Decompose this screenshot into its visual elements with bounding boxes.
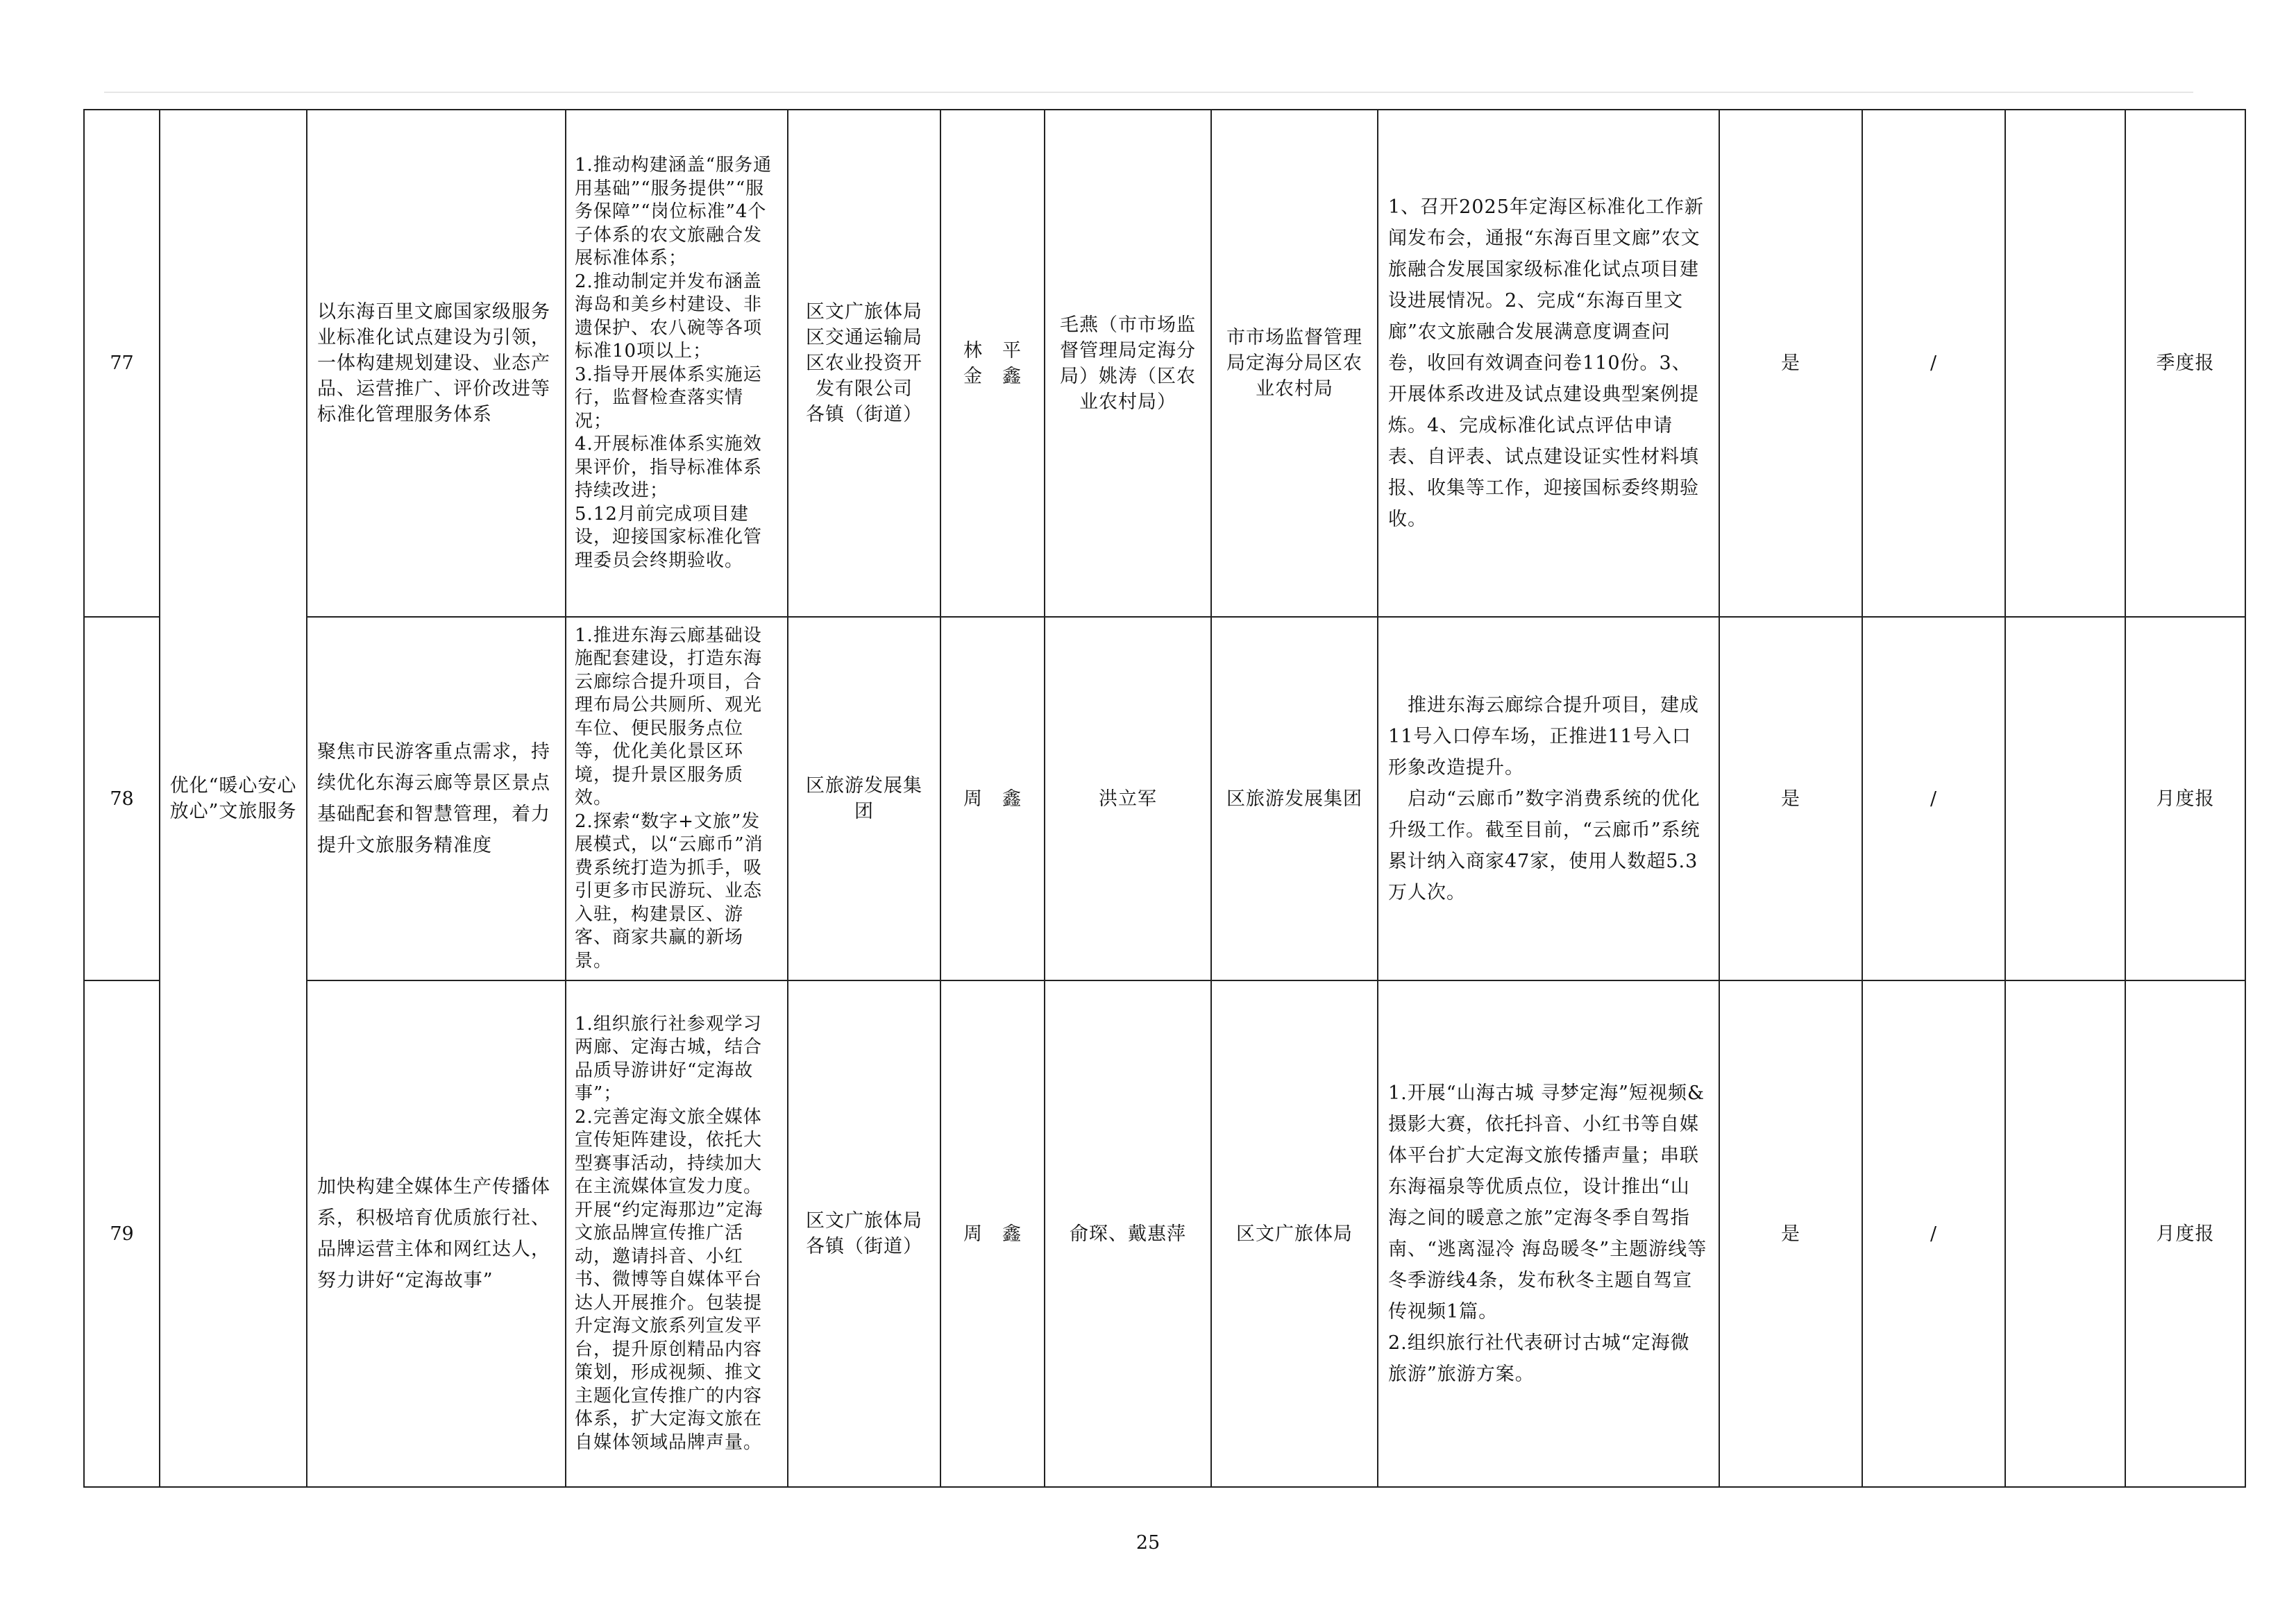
issues-cell — [1862, 110, 2005, 617]
leader-name: 林 平 — [963, 339, 1022, 362]
on-track-value: 是 — [1781, 352, 1800, 374]
issues-value: / — [1930, 1223, 1938, 1245]
blank-cell — [2005, 110, 2125, 617]
progress-paragraph: 1.开展“山海古城 寻梦定海”短视频&摄影大赛，依托抖音、小红书等自媒体平台扩大定海文旅传播声量；串联东海福泉等优质点位，设计推出“山海之间的暖意之旅”定海冬季自驾指南、“逃离湿冷 海岛暖冬”主题游线等冬季游线4条，发布秋冬主题自驾宣传视频1篇。 — [1388, 1082, 1707, 1323]
issues-cell — [1862, 617, 2005, 980]
contact-person: 洪立军 — [1099, 788, 1157, 810]
report-unit-cell — [1211, 980, 1378, 1487]
contact-person: 俞琛、戴惠萍 — [1070, 1223, 1186, 1245]
row-number-cell — [84, 617, 160, 980]
report-unit: 市市场监督管理局定海分局区农业农村局 — [1226, 327, 1362, 400]
measure-cell — [307, 617, 566, 980]
measure-cell — [307, 110, 566, 617]
report-frequency: 季度报 — [2156, 352, 2215, 374]
leader-cell — [940, 617, 1045, 980]
table-row — [84, 980, 2245, 1487]
progress-cell — [1378, 110, 1719, 617]
progress-paragraph: 推进东海云廊综合提升项目，建成11号入口停车场，正推进11号入口形象改造提升。 — [1388, 694, 1699, 779]
responsible-unit: 区交通运输局 — [806, 327, 922, 348]
leader-name: 周 鑫 — [963, 1223, 1022, 1245]
report-frequency: 月度报 — [2156, 1223, 2215, 1245]
on-track-value: 是 — [1781, 788, 1800, 810]
header-rule — [104, 92, 2193, 93]
category-cell — [160, 110, 307, 1487]
issues-value: / — [1930, 788, 1938, 810]
progress-cell — [1378, 617, 1719, 980]
frequency-cell — [2125, 617, 2245, 980]
issues-cell — [1862, 980, 2005, 1487]
on-track-value: 是 — [1781, 1223, 1800, 1245]
row-number-cell — [84, 980, 160, 1487]
contact-cell — [1045, 617, 1211, 980]
task-table — [83, 109, 2246, 1488]
report-unit-cell — [1211, 110, 1378, 617]
contact-person: 毛燕（市市场监督管理局定海分局）姚涛（区农业农村局） — [1060, 314, 1196, 413]
leader-cell — [940, 980, 1045, 1487]
page-number: 25 — [1136, 1532, 1160, 1554]
measure-text: 聚焦市民游客重点需求，持续优化东海云廊等景区景点基础配套和智慧管理，着力提升文旅服务精准度 — [317, 741, 550, 856]
on-track-cell — [1719, 980, 1862, 1487]
leader-name: 金 鑫 — [963, 365, 1022, 387]
responsible-unit: 各镇（街道） — [806, 1236, 922, 1257]
tasks-cell — [566, 110, 788, 617]
row-number: 79 — [110, 1223, 134, 1245]
responsible-unit: 区旅游发展集团 — [806, 775, 922, 822]
measure-text: 加快构建全媒体生产传播体系，积极培育优质旅行社、品牌运营主体和网红达人，努力讲好“定海故事” — [317, 1176, 550, 1291]
responsible-unit: 区文广旅体局 — [806, 1210, 922, 1232]
leader-name: 周 鑫 — [963, 788, 1022, 810]
report-unit-cell — [1211, 617, 1378, 980]
progress-paragraph: 1、召开2025年定海区标准化工作新闻发布会，通报“东海百里文廊”农文旅融合发展国家级标准化试点项目建设进展情况。2、完成“东海百里文廊”农文旅融合发展满意度调查问卷，收回有效调查问卷110份。3、开展体系改进及试点建设典型案例提炼。4、完成标准化试点评估申请表、自评表、试点建设证实性材料填报、收集等工作，迎接国标委终期验收。 — [1388, 196, 1704, 530]
frequency-cell — [2125, 980, 2245, 1487]
tasks-text: 1.推动构建涵盖“服务通用基础”“服务提供”“服务保障”“岗位标准”4个子体系的农文旅融合发展标准体系； 2.推动制定并发布涵盖海岛和美乡村建设、非遗保护、农八碗等各项标准10项以上； 3.指导开展体系实施运行，监督检查落实情况； 4.开展标准体系实施效果评价，指导标准体系持续改进； 5.12月前完成项目建设，迎接国家标准化管理委员会终期验收。 — [575, 155, 773, 571]
responsible-unit: 区农业投资开发有限公司 — [806, 352, 922, 400]
row-number: 78 — [110, 788, 134, 810]
measure-text: 以东海百里文廊国家级服务业标准化试点建设为引领，一体构建规划建设、业态产品、运营推广、评价改进等标准化管理服务体系 — [317, 301, 550, 425]
row-number-cell — [84, 110, 160, 617]
measure-cell — [307, 980, 566, 1487]
report-unit: 区旅游发展集团 — [1226, 788, 1362, 810]
blank-cell — [2005, 617, 2125, 980]
tasks-text: 1.组织旅行社参观学习两廊、定海古城，结合品质导游讲好“定海故事”； 2.完善定海文旅全媒体宣传矩阵建设，依托大型赛事活动，持续加大在主流媒体宣发力度。开展“约定海那边”定海文旅品牌宣传推广活动，邀请抖音、小红书、微博等自媒体平台达人开展推介。包装提升定海文旅系列宣发平台，提升原创精品内容策划，形成视频、推文主题化宣传推广的内容体系，扩大定海文旅在自媒体领域品牌声量。 — [575, 1013, 763, 1453]
frequency-cell — [2125, 110, 2245, 617]
contact-cell — [1045, 110, 1211, 617]
issues-value: / — [1930, 352, 1938, 374]
row-number: 77 — [110, 352, 134, 374]
blank-cell — [2005, 980, 2125, 1487]
tasks-cell — [566, 617, 788, 980]
leader-cell — [940, 110, 1045, 617]
category-label: 优化“暖心安心放心”文旅服务 — [169, 774, 297, 822]
responsible-unit: 各镇（街道） — [806, 404, 922, 425]
units-cell — [788, 110, 940, 617]
progress-paragraph: 启动“云廊币”数字消费系统的优化升级工作。截至目前，“云廊币”系统累计纳入商家47家，使用人数超5.3万人次。 — [1388, 788, 1700, 903]
table-row — [84, 110, 2245, 617]
responsible-unit: 区文广旅体局 — [806, 301, 922, 323]
report-frequency: 月度报 — [2156, 788, 2215, 810]
progress-cell — [1378, 980, 1719, 1487]
report-unit: 区文广旅体局 — [1236, 1223, 1353, 1245]
on-track-cell — [1719, 617, 1862, 980]
table-row — [84, 617, 2245, 980]
tasks-cell — [566, 980, 788, 1487]
contact-cell — [1045, 980, 1211, 1487]
progress-paragraph: 2.组织旅行社代表研讨古城“定海微旅游”旅游方案。 — [1388, 1332, 1690, 1385]
units-cell — [788, 617, 940, 980]
units-cell — [788, 980, 940, 1487]
on-track-cell — [1719, 110, 1862, 617]
tasks-text: 1.推进东海云廊基础设施配套建设，打造东海云廊综合提升项目，合理布局公共厕所、观光车位、便民服务点位等，优化美化景区环境，提升景区服务质效。 2.探索“数字+文旅”发展模式，以“云廊币”消费系统打造为抓手，吸引更多市民游玩、业态入驻，构建景区、游客、商家共赢的新场景。 — [575, 624, 763, 971]
